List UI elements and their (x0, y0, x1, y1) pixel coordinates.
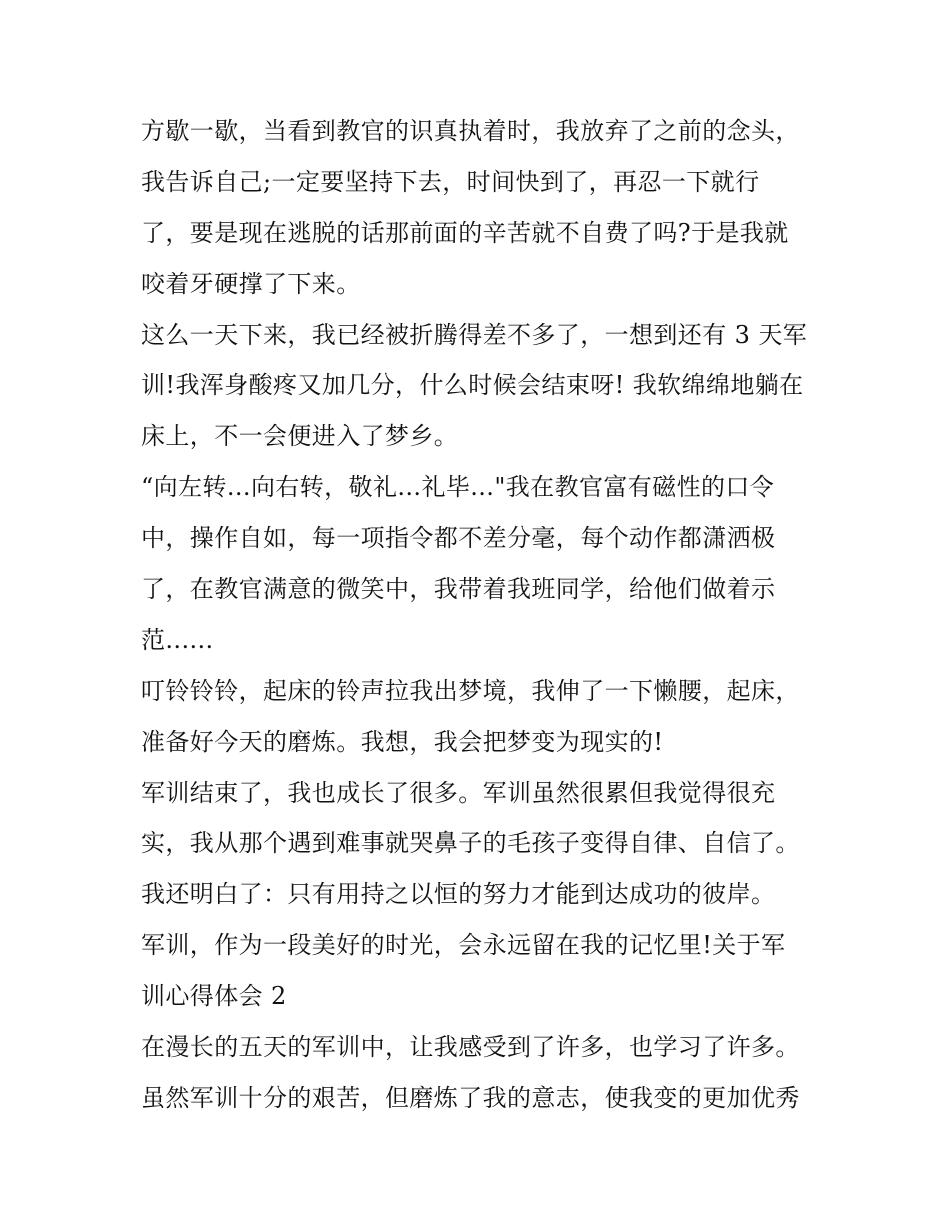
text-line: 我还明白了：只有用持之以恒的努力才能到达成功的彼岸。 (141, 880, 776, 909)
text-line: 这么一天下来，我已经被折腾得差不多了，一想到还有 3 天军 (141, 320, 808, 349)
text-line: 叮铃铃铃，起床的铃声拉我出梦境，我伸了一下懒腰，起床， (141, 676, 800, 705)
text-line: 实，我从那个遇到难事就哭鼻子的毛孩子变得自律、自信了。 (141, 829, 800, 858)
text-line: 准备好今天的磨炼。我想，我会把梦变为现实的! (141, 727, 664, 756)
text-line: 军训，作为一段美好的时光，会永远留在我的记忆里!关于军 (141, 931, 786, 960)
text-line: 在漫长的五天的军训中，让我感受到了许多，也学习了许多。 (141, 1033, 800, 1062)
document-body (141, 106, 821, 1124)
text-line: 范...... (141, 625, 214, 654)
text-line: 军训结束了，我也成长了很多。军训虽然很累但我觉得很充 (141, 778, 776, 807)
text-line: 了，在教官满意的微笑中，我带着我班同学，给他们做着示 (141, 575, 776, 604)
text-line: 方歇一歇，当看到教官的识真执着时，我放弃了之前的念头， (141, 117, 800, 145)
text-line: 咬着牙硬撑了下来。 (141, 269, 361, 298)
text-line: 了，要是现在逃脱的话那前面的辛苦就不自费了吗?于是我就 (141, 218, 789, 247)
text-line: 虽然军训十分的艰苦，但磨炼了我的意志，使我变的更加优秀 (141, 1083, 800, 1112)
text-line: 床上，不一会便进入了梦乡。 (141, 422, 459, 451)
text-line: 训心得体会 2 (141, 982, 287, 1011)
text-line: 我告诉自己;一定要坚持下去，时间快到了，再忍一下就行 (141, 167, 760, 196)
text-line: 中，操作自如，每一项指令都不差分毫，每个动作都潇洒极 (141, 524, 776, 553)
text-line: 训!我浑身酸疼又加几分，什么时候会结束呀! 我软绵绵地躺在 (141, 371, 804, 400)
text-line: “向左转...向右转，敬礼...礼毕..."我在教官富有磁性的口令 (141, 473, 775, 502)
